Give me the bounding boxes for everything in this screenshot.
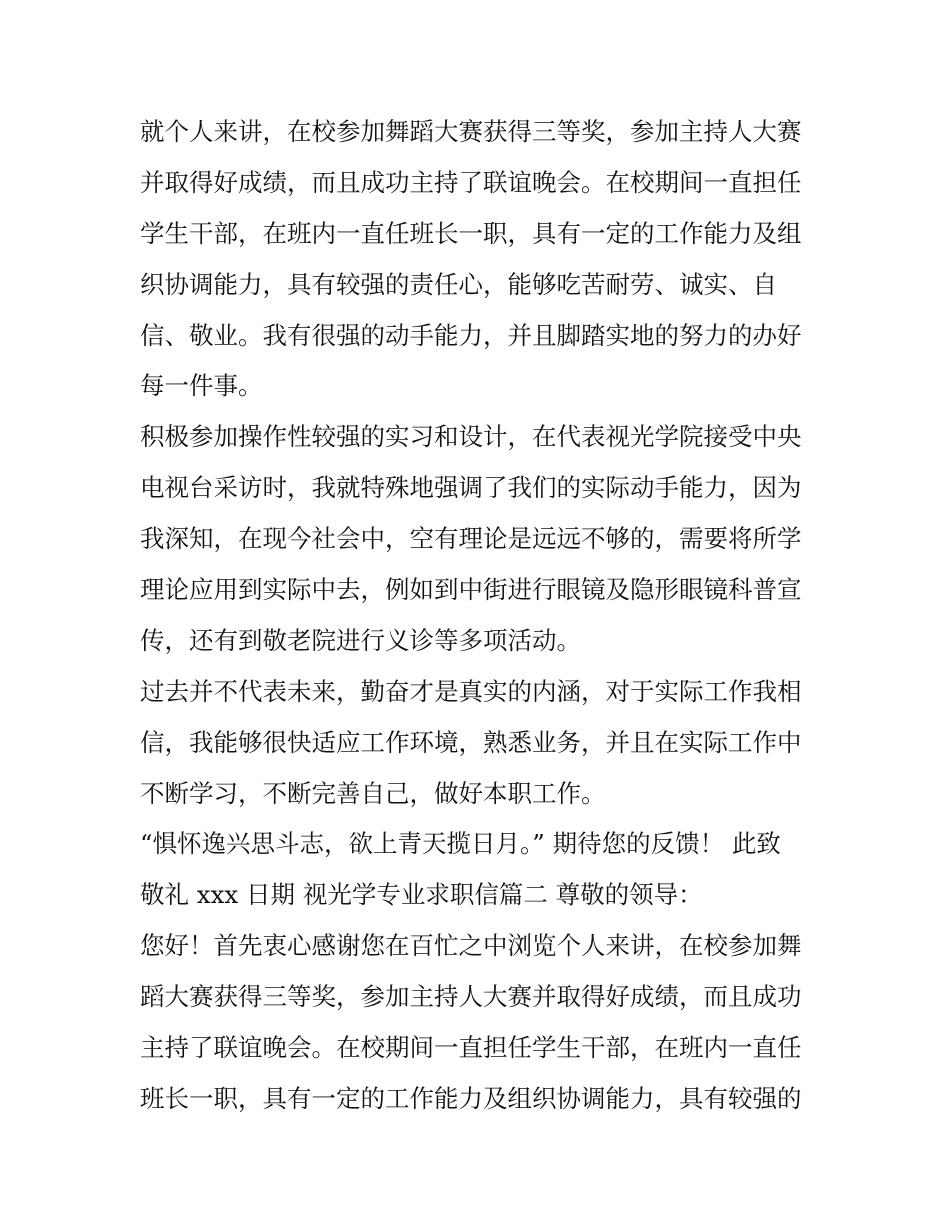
text-line-1: 就个人来讲，在校参加舞蹈大赛获得三等奖，参加主持人大赛 — [140, 117, 802, 146]
text-line-6: 每一件事。 — [140, 371, 263, 401]
text-line-19: 主持了联谊晚会。在校期间一直担任学生干部，在班内一直任 — [140, 1033, 802, 1063]
text-line-3: 学生干部，在班内一直任班长一职，具有一定的工作能力及组 — [140, 218, 802, 248]
text-line-18: 蹈大赛获得三等奖，参加主持人大赛并取得好成绩，而且成功 — [140, 982, 802, 1012]
text-line-20: 班长一职，具有一定的工作能力及组织协调能力，具有较强的 — [140, 1083, 802, 1113]
body-text — [140, 107, 820, 1125]
text-line-14: 不断学习，不断完善自己，做好本职工作。 — [140, 778, 606, 808]
text-line-4: 织协调能力，具有较强的责任心，能够吃苦耐劳、诚实、自 — [140, 269, 777, 299]
text-line-12: 过去并不代表未来，勤奋才是真实的内涵，对于实际工作我相 — [140, 676, 802, 706]
text-line-15: “惧怀逸兴思斗志，欲上青天揽日月。” 期待您的反馈！ 此致 — [140, 829, 781, 859]
text-line-8: 电视台采访时，我就特殊地强调了我们的实际动手能力，因为 — [140, 473, 802, 503]
text-line-17: 您好！首先衷心感谢您在百忙之中浏览个人来讲，在校参加舞 — [140, 931, 802, 961]
text-line-11: 传，还有到敬老院进行义诊等多项活动。 — [140, 625, 581, 655]
text-line-10: 理论应用到实际中去，例如到中街进行眼镜及隐形眼镜科普宣 — [140, 575, 802, 605]
text-line-2: 并取得好成绩，而且成功主持了联谊晚会。在校期间一直担任 — [140, 167, 802, 197]
text-line-5: 信、敬业。我有很强的动手能力，并且脚踏实地的努力的办好 — [140, 320, 802, 350]
text-line-16: 敬礼 xxx 日期 视光学专业求职信篇二 尊敬的领导： — [140, 880, 703, 910]
text-line-13: 信，我能够很快适应工作环境，熟悉业务，并且在实际工作中 — [140, 727, 802, 757]
text-line-9: 我深知，在现今社会中，空有理论是远远不够的，需要将所学 — [140, 524, 802, 554]
text-line-7: 积极参加操作性较强的实习和设计，在代表视光学院接受中央 — [140, 422, 802, 452]
